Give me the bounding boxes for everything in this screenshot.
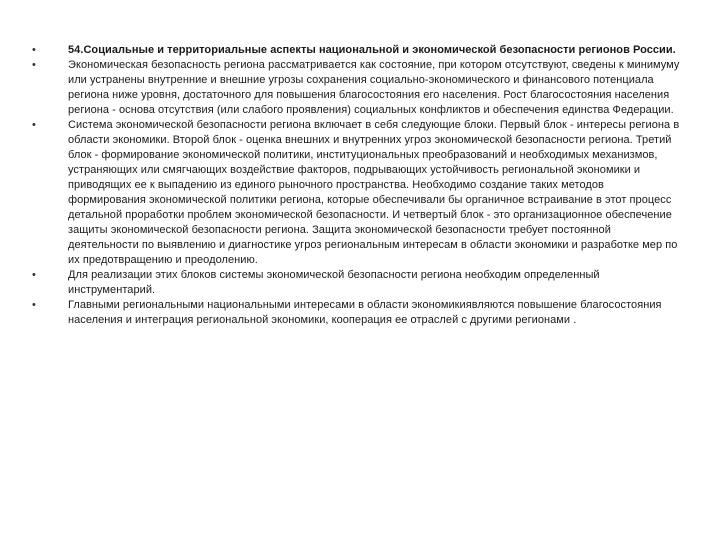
list-item <box>30 298 680 328</box>
bullet-icon: • <box>32 44 36 56</box>
paragraph-text: Для реализации этих блоков системы экономической безопасности региона необходим определенный инструментарий. <box>68 269 600 296</box>
bullet-list <box>30 43 680 328</box>
bullet-icon: • <box>32 59 36 71</box>
list-item <box>30 268 680 298</box>
heading-text: 54.Социальные и территориальные аспекты национальной и экономической безопасности регионов России. <box>68 44 676 56</box>
list-item <box>30 58 680 118</box>
bullet-icon: • <box>32 119 36 131</box>
list-item <box>30 118 680 268</box>
paragraph-text: Система экономической безопасности региона включает в себя следующие блоки. Первый блок - интересы региона в области экономики. Второй блок - оценка внешних и внутренних угроз экономической безопасности региона. Третий блок - формирование экономической политики, институциональных преобразований и необходимых механизмов, устраняющих или смягчающих воздействие факторов, подрывающих устойчивость региональной экономики и приводящих ее к выпадению из единого рыночного пространства. Необходимо создание таких методов формирования экономической политики региона, которые обеспечивали бы органичное встраивание в этот процесс детальной проработки проблем экономической безопасности. И четвертый блок - это организационное обеспечение защиты экономической безопасности региона. Защита экономической безопасности требует постоянной деятельности по выявлению и диагностике угроз региональным интересам в области экономики и разработке мер по их предотвращению и преодолению. <box>68 119 680 266</box>
list-item <box>30 43 680 58</box>
bullet-icon: • <box>32 299 36 311</box>
bullet-icon: • <box>32 269 36 281</box>
paragraph-text: Экономическая безопасность региона рассматривается как состояние, при котором отсутствуют, сведены к минимуму или устранены внутренние и внешние угрозы сохранения социально-экономического и финансового потенциала региона ниже уровня, достаточного для повышения благосостояния его населения. Рост благосостояния населения региона - основа отсутствия (или слабого проявления) социальных конфликтов и обеспечения единства Федерации. <box>68 59 680 116</box>
paragraph-text: Главными региональными национальными интересами в области экономикиявляются повышение благосостояния населения и интеграция региональной экономики, кооперация ее отраслей с другими регионами . <box>68 299 662 326</box>
